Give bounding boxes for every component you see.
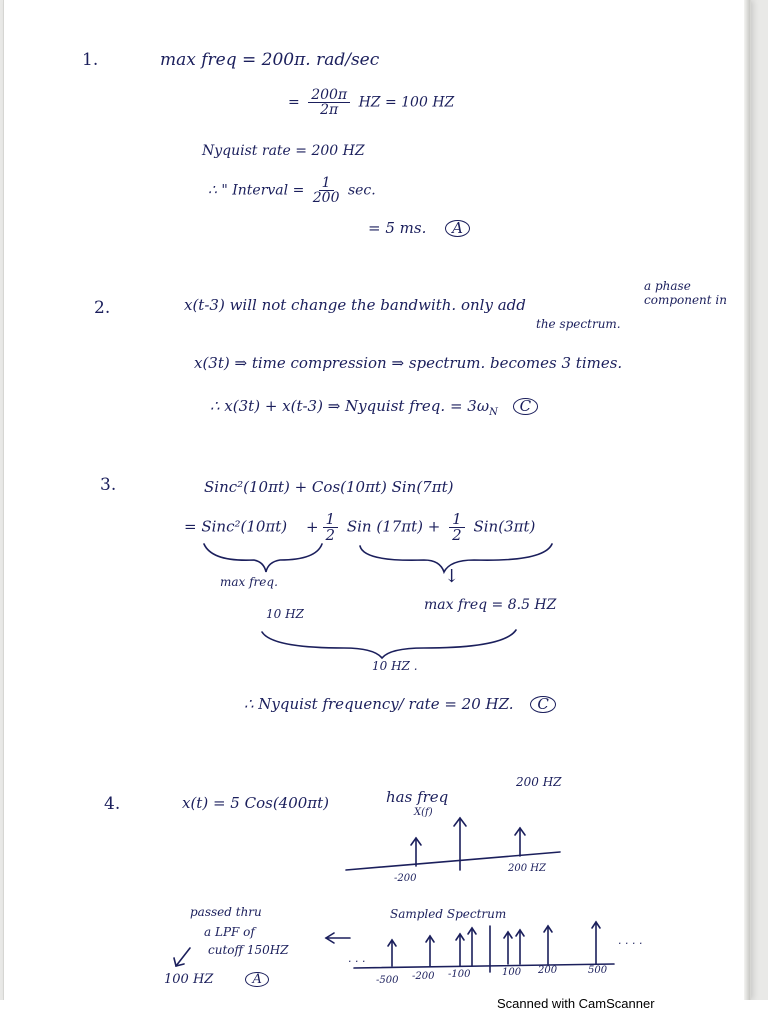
- q1-line5: = 5 ms. A: [368, 220, 470, 237]
- q4-line1: x(t) = 5 Cos(400πt): [182, 794, 330, 812]
- q4-line1b: has freq: [386, 788, 449, 806]
- q4-note2: a LPF of: [204, 925, 255, 939]
- q1-line2: = $\frac{200\pi}{2\pi}$ HZ = 100 HZ: [288, 87, 455, 118]
- tick-label: 100: [502, 967, 522, 978]
- q4-spectrum-plots: [4, 0, 750, 1000]
- tick-label: 200: [538, 965, 558, 976]
- down-arrow-icon: ↓: [444, 566, 460, 587]
- answer-badge: C: [530, 696, 555, 713]
- q4-freq-value: 200 HZ: [516, 775, 562, 789]
- scanner-watermark: Scanned with CamScanner: [497, 996, 655, 1011]
- q1-line1: max freq = 200π. rad/sec: [160, 50, 380, 70]
- sampled-axis: [354, 964, 614, 968]
- fraction: $\frac{200\pi}{2\pi}$: [308, 88, 350, 117]
- q1-number: 1.: [82, 50, 99, 70]
- q4-tick-right: 200 HZ: [508, 863, 546, 874]
- fraction: $\frac{1}{200}$: [312, 175, 340, 206]
- q4-axis-label: X(f): [414, 807, 433, 818]
- q3-number: 3.: [100, 475, 117, 495]
- q4-note3: cutoff 150HZ: [208, 943, 289, 957]
- q4-result: 100 HZ A: [164, 972, 269, 987]
- q4-note1: passed thru: [190, 905, 262, 919]
- q2-note1: a phase: [644, 279, 691, 293]
- q3-final: ∴ Nyquist frequency/ rate = 20 HZ. C: [244, 696, 556, 713]
- q3-right-label: max freq = 8.5 HZ: [424, 597, 557, 613]
- tick-label: -500: [376, 975, 399, 986]
- q3-line2: = Sinc²(10πt) + $\frac{1}{2}$ Sin (17πt) + $\frac{1}{2}$ Sin(3πt): [184, 510, 536, 544]
- q4-number: 4.: [104, 794, 121, 814]
- q4-tick-left: -200: [394, 873, 417, 884]
- q1-line3: Nyquist rate = 200 HZ: [202, 143, 365, 159]
- q1-line4: ∴ " Interval = $\frac{1}{200}$ sec.: [208, 175, 376, 206]
- q2-note2: component in: [644, 293, 727, 307]
- q2-line3: ∴ x(3t) + x(t-3) ⇒ Nyquist freq. = $3\omega_N$ C: [210, 398, 538, 418]
- answer-badge: A: [445, 220, 470, 237]
- q4-dots-right: · · · ·: [618, 937, 643, 950]
- q2-line1: x(t-3) will not change the bandwith. only add: [184, 296, 526, 314]
- q2-note3: the spectrum.: [536, 317, 621, 331]
- tick-label: -100: [448, 969, 471, 980]
- q3-line1: Sinc²(10πt) + Cos(10πt) Sin(7πt): [204, 478, 454, 496]
- q3-combined: 10 HZ .: [372, 659, 418, 673]
- q3-left-value: 10 HZ: [266, 607, 304, 621]
- fraction: $\frac{1}{2}$: [449, 512, 465, 543]
- q2-line2: x(3t) ⇒ time compression ⇒ spectrum. becomes 3 times.: [194, 354, 623, 372]
- q3-left-label: max freq.: [220, 575, 278, 589]
- tick-label: 500: [588, 965, 608, 976]
- scanned-page: [4, 0, 750, 1000]
- tick-label: -200: [412, 971, 435, 982]
- answer-badge: A: [245, 972, 268, 987]
- q4-dots-left: · · ·: [348, 955, 366, 968]
- answer-badge: C: [513, 398, 538, 415]
- fraction: $\frac{1}{2}$: [323, 512, 339, 543]
- down-left-arrow: [176, 948, 190, 966]
- q4-sampled-label: Sampled Spectrum: [390, 907, 507, 921]
- q2-number: 2.: [94, 298, 111, 318]
